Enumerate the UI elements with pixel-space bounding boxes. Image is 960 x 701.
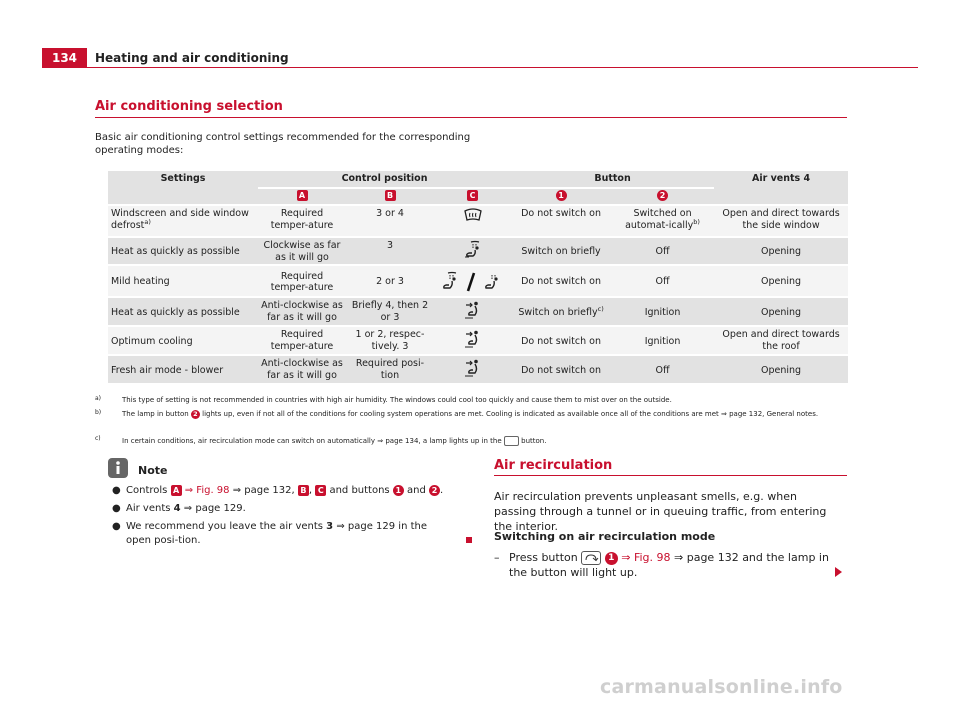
- row-button-1: Do not switch on: [511, 356, 611, 385]
- row-control-b: 1 or 2, respec-tively. 3: [346, 327, 434, 356]
- note-icon: [108, 458, 128, 478]
- row-button-2: Switched on automat-ically$^{b)}$: [611, 206, 714, 238]
- footwell-and-windscreen-or-footwell-icon: [438, 271, 508, 293]
- note-list: [112, 484, 452, 552]
- intro-text: Basic air conditioning control settings recommended for the corresponding operating modes:: [95, 132, 471, 156]
- header-button: Button: [511, 171, 714, 189]
- row-control-b: Required posi-tion: [346, 356, 434, 385]
- row-air-vents: Open and direct towards the roof: [714, 327, 848, 356]
- button-2-badge: 2: [191, 410, 200, 419]
- row-control-a: Required temper-ature: [258, 266, 346, 298]
- header-rule: [42, 67, 918, 68]
- row-control-c: [434, 298, 511, 327]
- list-item: ● Controls A ⇒ Fig. 98 ⇒ page 132, B , C and buttons 1 and 2 .: [112, 485, 444, 496]
- row-air-vents: Opening: [714, 298, 848, 327]
- settings-table: [108, 171, 848, 385]
- table-row: [108, 298, 848, 327]
- row-air-vents: Open and direct towards the side window: [714, 206, 848, 238]
- header-control-c: C: [434, 189, 511, 206]
- page-number: 134: [42, 48, 87, 68]
- row-button-2: Off: [611, 266, 714, 298]
- section-rule: [95, 117, 847, 118]
- air-to-upper-body-icon: [463, 329, 483, 349]
- row-setting: Heat as quickly as possible: [108, 298, 258, 327]
- header-control-b: B: [346, 189, 434, 206]
- row-control-b: 3: [346, 238, 434, 266]
- row-setting: Optimum cooling: [108, 327, 258, 356]
- header-settings: Settings: [108, 171, 258, 206]
- row-setting: Mild heating: [108, 266, 258, 298]
- header-air-vents: Air vents 4: [714, 171, 848, 206]
- row-button-1: Do not switch on: [511, 266, 611, 298]
- section-title: Air conditioning selection: [95, 99, 283, 114]
- button-1-badge: 1: [393, 485, 404, 496]
- row-air-vents: Opening: [714, 266, 848, 298]
- row-control-b: 3 or 4: [346, 206, 434, 238]
- control-a-badge: A: [171, 485, 182, 496]
- row-button-2: Ignition: [611, 327, 714, 356]
- row-control-c: [434, 266, 511, 298]
- fig-98-link[interactable]: ⇒ Fig. 98: [184, 485, 230, 496]
- header-button-2: 2: [611, 189, 714, 206]
- air-to-upper-body-icon: [463, 358, 483, 378]
- table-row: [108, 266, 848, 298]
- row-button-2: Off: [611, 356, 714, 385]
- row-button-1: Do not switch on: [511, 327, 611, 356]
- air-recirculation-step: – Press button 1 ⇒ Fig. 98 ⇒ page 132 and the lamp in the button will light up.: [494, 551, 829, 579]
- windscreen-defrost-icon: [464, 208, 482, 222]
- list-item: ● Air vents 4 ⇒ page 129.: [112, 503, 246, 514]
- air-to-upper-body-icon: [463, 300, 483, 320]
- row-air-vents: Opening: [714, 238, 848, 266]
- row-setting: Heat as quickly as possible: [108, 238, 258, 266]
- button-1-badge: 1: [605, 552, 618, 565]
- air-recirculation-title: Air recirculation: [494, 458, 613, 473]
- row-control-b: Briefly 4, then 2 or 3: [346, 298, 434, 327]
- row-button-1: Switch on briefly$^{c)}$: [511, 298, 611, 327]
- info-icon: [108, 458, 128, 478]
- air-to-windscreen-and-footwell-icon: [463, 240, 483, 260]
- row-control-c: [434, 327, 511, 356]
- header-control-a: A: [258, 189, 346, 206]
- footnote-a: a) This type of setting is not recommended in countries with high air humidity. The windows could cool too quickly and cause them to mist over on the outside.: [95, 395, 672, 404]
- footnote-c: c) In certain conditions, air recirculation mode can switch on automatically ⇒ page 134, a lamp lights up in the button.: [95, 435, 547, 445]
- list-item: ● We recommend you leave the air vents 3 ⇒ page 129 in the open posi-tion.: [112, 521, 428, 546]
- table-row: [108, 206, 848, 238]
- recirculation-button-icon: [581, 551, 601, 565]
- row-setting: Windscreen and side window defrost$^{a)}$: [108, 206, 258, 238]
- section-end-marker: [466, 537, 472, 543]
- row-control-a: Required temper-ature: [258, 327, 346, 356]
- air-recirculation-rule: [494, 475, 847, 476]
- table-row: [108, 327, 848, 356]
- header-button-1: 1: [511, 189, 611, 206]
- row-button-2: Off: [611, 238, 714, 266]
- air-recirculation-body: Air recirculation prevents unpleasant smells, e.g. when passing through a tunnel or in queuing traffic, from entering the interior.: [494, 490, 827, 533]
- row-air-vents: Opening: [714, 356, 848, 385]
- row-control-a: Required temper-ature: [258, 206, 346, 238]
- row-button-1: Do not switch on: [511, 206, 611, 238]
- control-c-badge: C: [315, 485, 326, 496]
- fig-98-link[interactable]: ⇒ Fig. 98: [621, 551, 671, 564]
- row-button-2: Ignition: [611, 298, 714, 327]
- row-control-c: [434, 206, 511, 238]
- header-control-position: Control position: [258, 171, 511, 189]
- row-control-a: Anti-clockwise as far as it will go: [258, 356, 346, 385]
- air-recirculation-subheading: Switching on air recirculation mode: [494, 530, 716, 543]
- watermark: carmanualsonline.info: [600, 676, 843, 698]
- control-b-badge: B: [298, 485, 309, 496]
- footnote-b: b) The lamp in button 2 lights up, even if not all of the conditions for cooling system operations are met. Cooling is indicated as available once all of the conditions are met ⇒ page 132, General notes.: [95, 409, 819, 418]
- row-control-c: [434, 356, 511, 385]
- button-2-badge: 2: [429, 485, 440, 496]
- row-setting: Fresh air mode - blower: [108, 356, 258, 385]
- running-header-title: Heating and air conditioning: [95, 51, 289, 65]
- row-button-1: Switch on briefly: [511, 238, 611, 266]
- recirculation-button-icon: [504, 436, 519, 446]
- continued-arrow-icon: [835, 567, 842, 577]
- row-control-a: Anti-clockwise as far as it will go: [258, 298, 346, 327]
- table-row: [108, 238, 848, 266]
- row-control-b: 2 or 3: [346, 266, 434, 298]
- row-control-c: [434, 238, 511, 266]
- note-title: Note: [138, 464, 168, 477]
- row-control-a: Clockwise as far as it will go: [258, 238, 346, 266]
- table-row: [108, 356, 848, 385]
